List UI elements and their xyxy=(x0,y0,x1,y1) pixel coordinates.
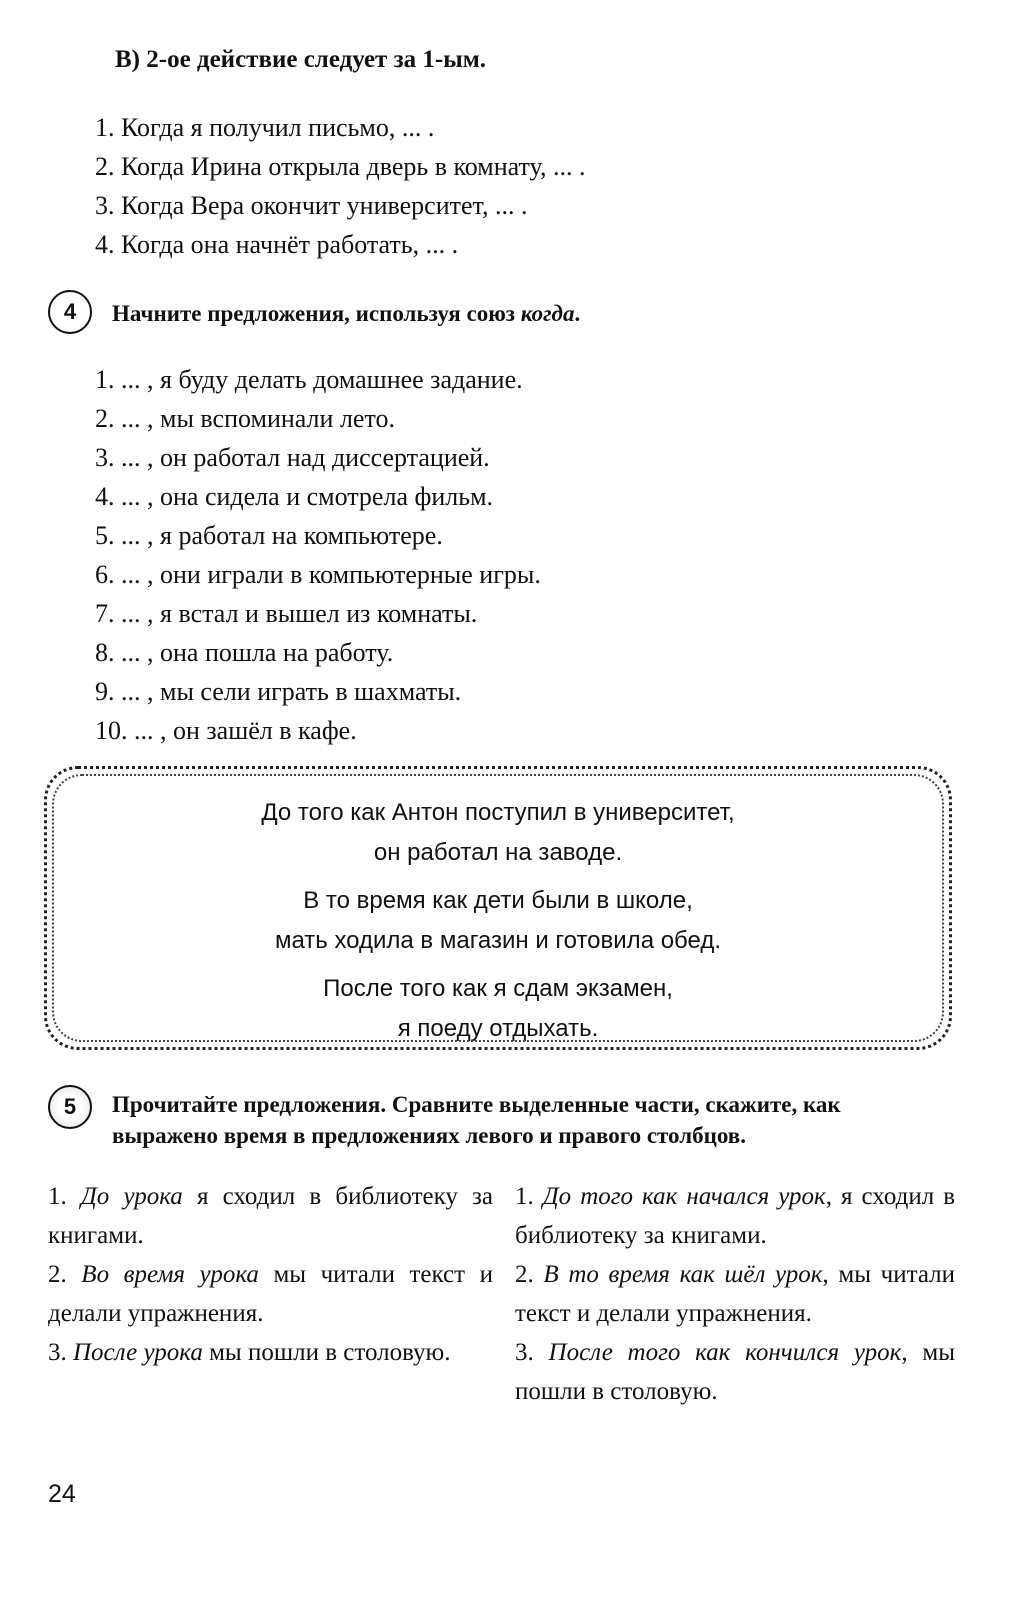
list-item: 1. ... , я буду делать домашнее задание. xyxy=(95,365,523,394)
instruction-italic: когда xyxy=(520,301,575,326)
page-number: 24 xyxy=(48,1480,76,1508)
item-number: 2. xyxy=(48,1261,67,1288)
list-item: 4. Когда она начнёт работать, ... . xyxy=(95,230,459,259)
item-rest: , мы пошли в столовую. xyxy=(515,1339,955,1405)
task-4-header xyxy=(48,290,580,334)
item-number: 3. xyxy=(515,1339,534,1366)
highlighted-part: До того как начался урок xyxy=(542,1183,826,1210)
list-item: 2. Когда Ирина открыла дверь в комнату, ... . xyxy=(95,152,586,181)
list-item: 5. ... , я работал на компьютере. xyxy=(95,521,443,550)
list-item: 3. Когда Вера окончит университет, ... . xyxy=(95,191,528,220)
task-4-list xyxy=(95,360,541,750)
item-number: 3. xyxy=(48,1339,67,1366)
item-number: 2. xyxy=(515,1261,534,1288)
item-number: 1. xyxy=(515,1183,534,1210)
item-rest: , мы читали текст и делали упражнения. xyxy=(515,1261,956,1327)
task-number-badge: 4 xyxy=(48,290,92,334)
list-item: 4. ... , она сидела и смотрела фильм. xyxy=(95,482,494,511)
example-line: До того как Антон поступил в университет, xyxy=(261,799,735,826)
instruction-text: Начните предложения, используя союз xyxy=(112,301,521,326)
list-item: 8. ... , она пошла на работу. xyxy=(95,638,394,667)
example-line: После того как я сдам экзамен, xyxy=(323,975,673,1002)
example-pair xyxy=(47,881,949,961)
list-item: 10. ... , он зашёл в кафе. xyxy=(95,716,357,745)
task-5-instruction: Прочитайте предложения. Сравните выделенные части, скажите, как выражено время в предложениях левого и правого столбцов. xyxy=(112,1092,841,1148)
column-item xyxy=(48,1333,493,1372)
instruction-end: . xyxy=(574,301,581,326)
column-item xyxy=(48,1177,493,1255)
task-4-instruction xyxy=(112,290,580,329)
highlighted-part: После того как кончился урок xyxy=(548,1339,902,1366)
example-pair xyxy=(47,969,949,1049)
item-rest: , я сходил в библиотеку за книгами. xyxy=(515,1183,955,1249)
section-b-list xyxy=(95,108,585,264)
list-item: 6. ... , они играли в компьютерные игры. xyxy=(95,560,541,589)
list-item: 7. ... , я встал и вышел из комнаты. xyxy=(95,599,478,628)
examples-content xyxy=(47,793,949,1057)
column-item xyxy=(48,1255,493,1333)
example-line: мать ходила в магазин и готовила обед. xyxy=(274,927,722,954)
item-rest: мы пошли в столовую. xyxy=(202,1339,451,1366)
example-pair xyxy=(47,793,949,873)
item-rest: я сходил в библиотеку за книгами. xyxy=(48,1183,493,1249)
list-item: 9. ... , мы сели играть в шахматы. xyxy=(95,677,462,706)
right-column xyxy=(515,1177,955,1411)
left-column xyxy=(48,1177,493,1372)
highlighted-part: В то время как шёл урок xyxy=(543,1261,823,1288)
item-rest: мы читали текст и делали упражнения. xyxy=(48,1261,494,1327)
column-item xyxy=(515,1177,955,1255)
example-line: я поеду отдыхать. xyxy=(397,1015,599,1042)
example-line: он работал на заводе. xyxy=(373,839,623,866)
column-item xyxy=(515,1255,955,1333)
task-number-badge: 5 xyxy=(48,1085,92,1129)
item-number: 1. xyxy=(48,1183,67,1210)
list-item: 3. ... , он работал над диссертацией. xyxy=(95,443,490,472)
highlighted-part: До урока xyxy=(80,1183,183,1210)
example-line: В то время как дети были в школе, xyxy=(303,887,693,914)
section-b-title: В) 2-ое действие следует за 1-ым. xyxy=(115,46,487,73)
list-item: 1. Когда я получил письмо, ... . xyxy=(95,113,435,142)
task-5-header xyxy=(48,1085,952,1151)
examples-frame xyxy=(44,766,952,1050)
highlighted-part: Во время урока xyxy=(81,1261,259,1288)
column-item xyxy=(515,1333,955,1411)
highlighted-part: После урока xyxy=(73,1339,203,1366)
list-item: 2. ... , мы вспоминали лето. xyxy=(95,404,395,433)
